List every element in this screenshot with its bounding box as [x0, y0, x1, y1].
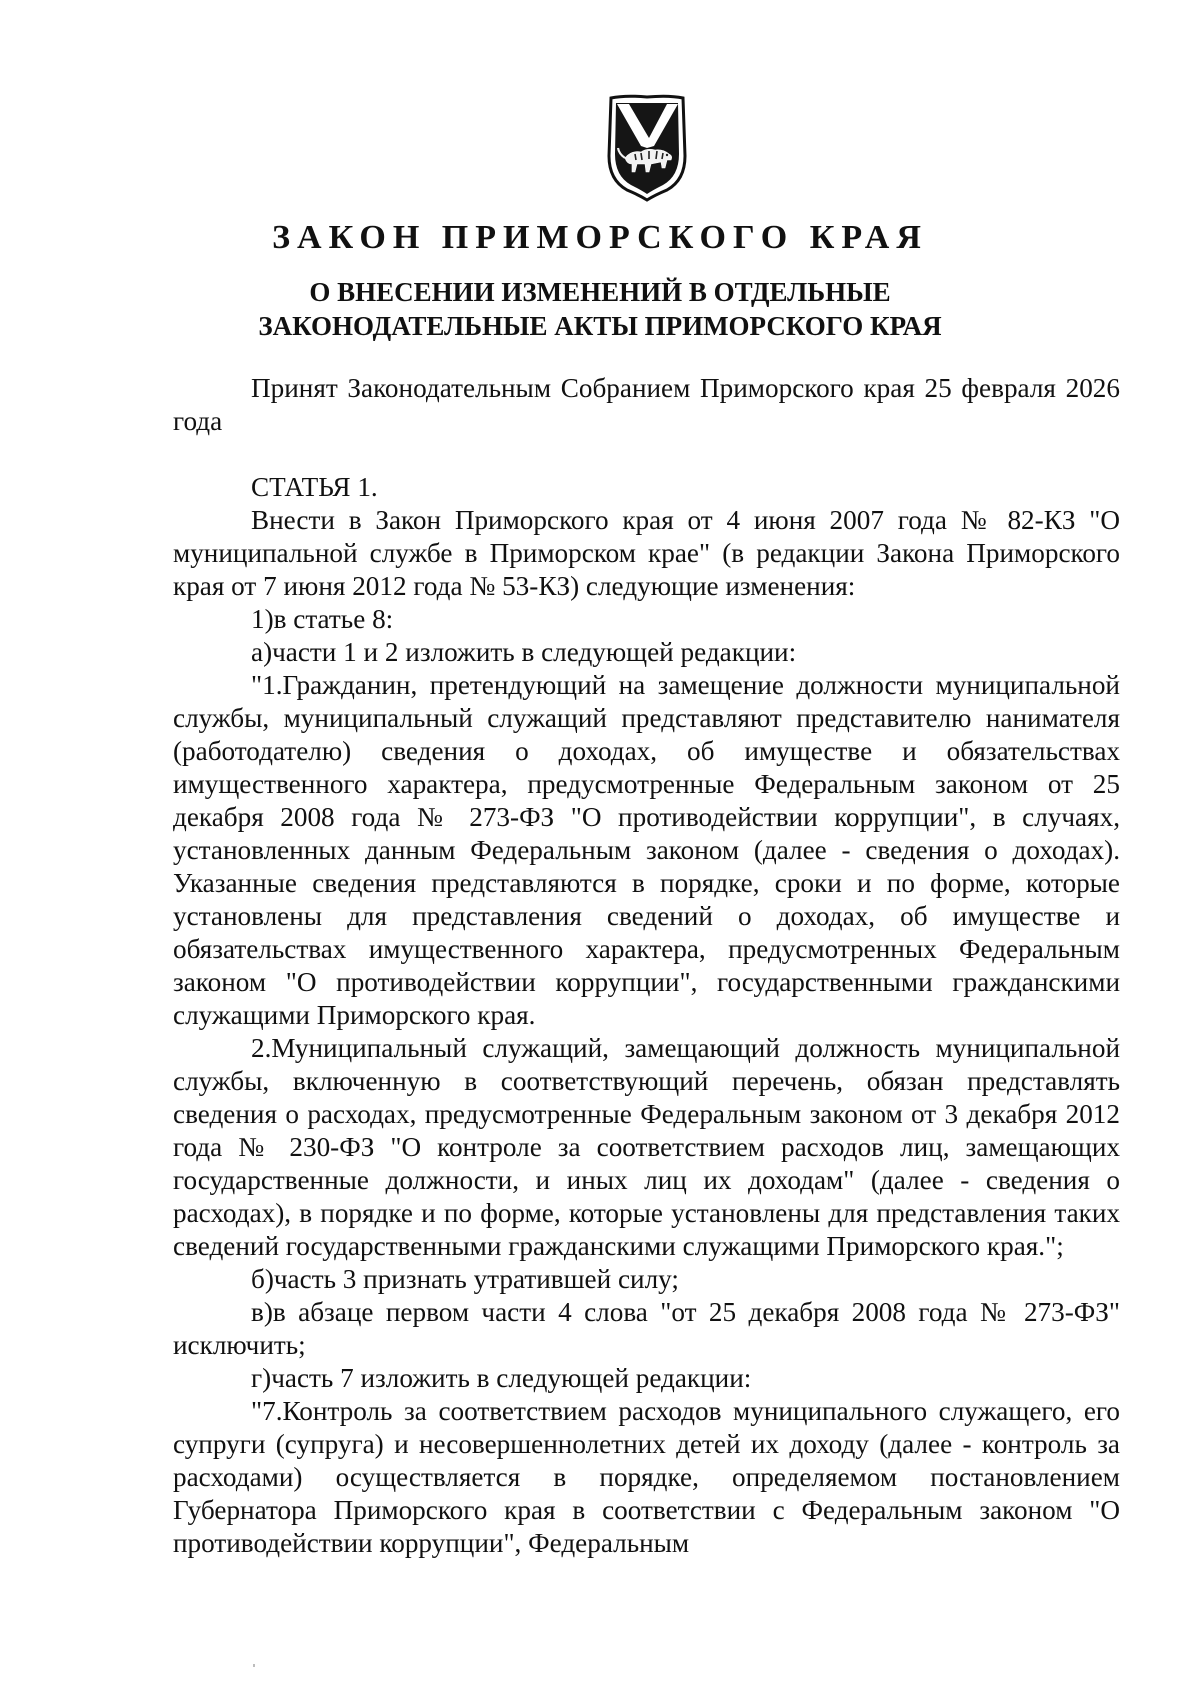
- document-body: [173, 372, 1120, 1560]
- article-paragraph: г)часть 7 изложить в следующей редакции:: [251, 1363, 752, 1393]
- article-paragraph: 2.Муниципальный служащий, замещающий должность муниципальной службы, включенную в соответствующий перечень, обязан представлять сведения о расходах, предусмотренные Федеральным законом от 3 декабря 2012 года № 230-ФЗ "О контроле за соответствием расходов лиц, замещающих государственные должности, и иных лиц их доходам" (далее - сведения о расходах), в порядке и по форме, которые установлены для представления таких сведений государственными гражданскими служащими Приморского края.";: [173, 1033, 1120, 1261]
- law-subtitle-line-2: ЗАКОНОДАТЕЛЬНЫЕ АКТЫ ПРИМОРСКОГО КРАЯ: [258, 311, 942, 341]
- article-paragraph: Внести в Закон Приморского края от 4 июня 2007 года № 82-КЗ "О муниципальной службе в Приморском крае" (в редакции Закона Приморского края от 7 июня 2012 года № 53-КЗ) следующие изменения:: [173, 505, 1120, 601]
- article-paragraph: б)часть 3 признать утратившей силу;: [251, 1264, 679, 1294]
- primorsky-krai-coat-of-arms-icon: [605, 94, 689, 202]
- article-paragraph: в)в абзаце первом части 4 слова "от 25 декабря 2008 года № 273-ФЗ" исключить;: [173, 1297, 1120, 1360]
- article-paragraph: а)части 1 и 2 изложить в следующей редакции:: [251, 637, 797, 667]
- article-heading: СТАТЬЯ 1.: [251, 472, 378, 502]
- adoption-statement: Принят Законодательным Собранием Приморского края 25 февраля 2026 года: [173, 373, 1120, 436]
- law-title: ЗАКОН ПРИМОРСКОГО КРАЯ: [272, 219, 928, 256]
- law-subtitle: [0, 275, 1200, 343]
- article-paragraph: "1.Гражданин, претендующий на замещение должности муниципальной службы, муниципальный служащий представляют представителю нанимателя (работодателю) сведения о доходах, об имуществе и обязательствах имущественного характера, предусмотренные Федеральным законом от 25 декабря 2008 года № 273-ФЗ "О противодействии коррупции", в случаях, установленных данным Федеральным законом (далее - сведения о доходах). Указанные сведения представляются в порядке, сроки и по форме, которые установлены для представления сведений о доходах, об имуществе и обязательствах имущественного характера, предусмотренных Федеральным законом "О противодействии коррупции", государственными гражданскими служащими Приморского края.: [173, 670, 1120, 1030]
- law-subtitle-line-1: О ВНЕСЕНИИ ИЗМЕНЕНИЙ В ОТДЕЛЬНЫЕ: [309, 277, 891, 307]
- scan-artifact: [253, 1664, 255, 1667]
- article-paragraph: 1)в статье 8:: [251, 604, 394, 634]
- article-paragraph: "7.Контроль за соответствием расходов муниципального служащего, его супруги (супруга) и несовершеннолетних детей их доходу (далее - контроль за расходами) осуществляется в порядке, определяемом постановлением Губернатора Приморского края в соответствии с Федеральным законом "О противодействии коррупции", Федеральным: [173, 1396, 1120, 1558]
